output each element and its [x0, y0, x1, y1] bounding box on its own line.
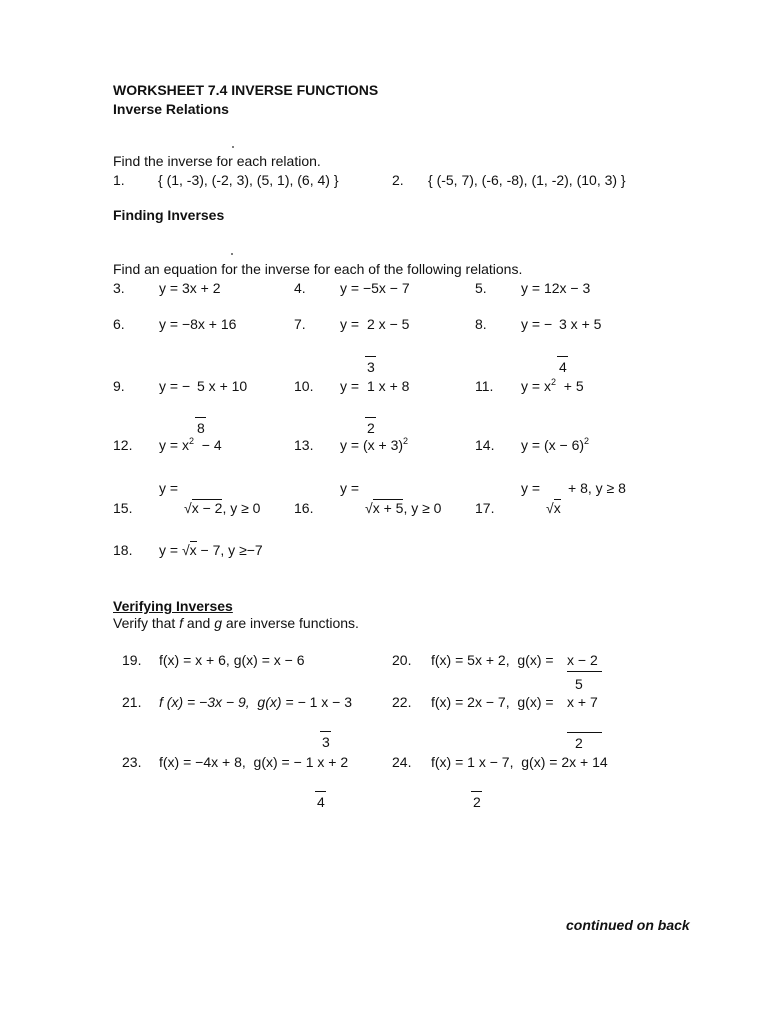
problem-number: 21. — [122, 694, 142, 710]
g-expression: 1 x − 3 — [309, 694, 352, 710]
problem-number: 19. — [122, 652, 142, 668]
fraction-bar — [365, 417, 376, 418]
function-pair — [159, 694, 352, 710]
problem-number: 12. — [113, 437, 133, 453]
problem-number: 15. — [113, 500, 133, 516]
section-heading-inverse-relations: Inverse Relations — [113, 101, 229, 117]
problem-number: 22. — [392, 694, 412, 710]
equation-base: y = x — [521, 378, 551, 394]
instruction-part: Verify that — [113, 615, 180, 631]
equation-rhs: 5 x + 10 — [197, 378, 248, 394]
function-pair: f(x) = 2x − 7, g(x) = — [431, 694, 554, 710]
fraction-bar — [320, 731, 331, 732]
radical-expression: √x — [546, 500, 561, 516]
relation-set: { (-5, 7), (-6, -8), (1, -2), (10, 3) } — [428, 172, 626, 188]
condition: , y ≥ 0 — [222, 500, 261, 516]
fraction-bar — [557, 356, 568, 357]
problem-number: 2. — [392, 172, 404, 188]
instruction-part: and — [183, 615, 215, 631]
equation-base: y = x — [159, 437, 189, 453]
equation-lhs: y = — [521, 480, 541, 496]
problem-number: 6. — [113, 316, 125, 332]
equation-rhs: 3 x + 5 — [559, 316, 602, 332]
denominator: 4 — [317, 794, 325, 810]
instruction-inverse-relation: Find the inverse for each relation. — [113, 153, 321, 169]
problem-number: 14. — [475, 437, 495, 453]
equation-lhs: y = − — [159, 378, 191, 394]
radicand: x − 2 — [191, 500, 223, 516]
function-g: g — [214, 615, 222, 631]
equation-lhs: y = — [340, 480, 360, 496]
problem-number: 17. — [475, 500, 495, 516]
g-expression: 1 x − 7, g(x) = 2x + 14 — [467, 754, 608, 770]
function-pair: f(x) = x + 6, g(x) = x − 6 — [159, 652, 305, 668]
section-heading-finding-inverses: Finding Inverses — [113, 207, 225, 223]
problem-number: 23. — [122, 754, 142, 770]
equation-tail: − 4 — [193, 437, 222, 453]
problem-number: 13. — [294, 437, 314, 453]
function-f: f — [179, 615, 184, 631]
condition: − 7, y ≥−7 — [196, 542, 263, 558]
equation: y = −5x − 7 — [340, 280, 410, 296]
denominator: 3 — [367, 359, 375, 375]
equation-rhs: 2 x − 5 — [367, 316, 410, 332]
equation: y = −8x + 16 — [159, 316, 237, 332]
numerator: x + 7 — [567, 694, 598, 710]
function-pair — [159, 754, 348, 770]
function-pair: f(x) = 5x + 2, g(x) = — [431, 652, 554, 668]
stray-mark — [232, 146, 234, 148]
f-expression: f(x) = — [431, 754, 464, 770]
fraction-bar — [567, 671, 602, 672]
fraction-bar — [567, 732, 602, 733]
fraction-bar — [365, 356, 376, 357]
problem-number: 3. — [113, 280, 125, 296]
exponent: 2 — [550, 377, 556, 387]
denominator: 8 — [197, 420, 205, 436]
section-heading-verifying-inverses: Verifying Inverses — [113, 598, 233, 614]
instruction-finding-inverses: Find an equation for the inverse for each of the following relations. — [113, 261, 523, 277]
fraction-bar — [471, 791, 482, 792]
radical-expression: √x − 2, y ≥ 0 — [184, 500, 261, 516]
equation: y = √x − 7, y ≥−7 — [159, 542, 263, 558]
equation — [521, 437, 589, 455]
equation — [340, 437, 408, 455]
problem-number: 20. — [392, 652, 412, 668]
problem-number: 8. — [475, 316, 487, 332]
denominator: 3 — [322, 734, 330, 750]
f-expression: f(x) = −4x + 8, g(x) = − — [159, 754, 302, 770]
denominator: 2 — [575, 735, 583, 751]
denominator: 4 — [559, 359, 567, 375]
equation — [159, 437, 222, 455]
numerator: x − 2 — [567, 652, 598, 668]
radicand: x — [553, 500, 561, 516]
equation-lhs: y = — [159, 542, 179, 558]
equation-lhs: y = — [159, 480, 179, 496]
instruction-part: are inverse functions. — [221, 615, 359, 631]
worksheet-title: WORKSHEET 7.4 INVERSE FUNCTIONS — [113, 82, 379, 98]
denominator: 2 — [367, 420, 375, 436]
problem-number: 9. — [113, 378, 125, 394]
continued-on-back-note: continued on back — [566, 917, 690, 933]
exponent: 2 — [403, 436, 409, 446]
exponent: 2 — [584, 436, 590, 446]
radicand: x — [189, 542, 197, 558]
equation-lhs: y = — [340, 316, 360, 332]
problem-number: 1. — [113, 172, 125, 188]
problem-number: 16. — [294, 500, 314, 516]
equation-base: y = (x − 6) — [521, 437, 585, 453]
condition: , y ≥ 0 — [403, 500, 442, 516]
problem-number: 18. — [113, 542, 133, 558]
fraction-bar — [195, 417, 206, 418]
fraction-bar — [315, 791, 326, 792]
problem-number: 7. — [294, 316, 306, 332]
equation-lhs: y = − — [521, 316, 553, 332]
problem-number: 5. — [475, 280, 487, 296]
problem-number: 11. — [475, 378, 494, 394]
equation-tail: + 5 — [555, 378, 584, 394]
equation: y = 12x − 3 — [521, 280, 591, 296]
function-pair — [431, 754, 608, 770]
problem-number: 24. — [392, 754, 412, 770]
radical-expression: √x + 5, y ≥ 0 — [365, 500, 442, 516]
equation-tail: + 8, y ≥ 8 — [568, 480, 626, 496]
equation-base: y = (x + 3) — [340, 437, 404, 453]
f-expression: f (x) = −3x − 9, g(x) = − — [159, 694, 306, 710]
stray-mark — [231, 253, 233, 255]
problem-number: 4. — [294, 280, 306, 296]
exponent: 2 — [188, 436, 194, 446]
equation-lhs: y = — [340, 378, 360, 394]
relation-set: { (1, -3), (-2, 3), (5, 1), (6, 4) } — [158, 172, 339, 188]
denominator: 5 — [575, 676, 583, 692]
equation-rhs: 1 x + 8 — [367, 378, 410, 394]
problem-number: 10. — [294, 378, 314, 394]
denominator: 2 — [473, 794, 481, 810]
equation: y = 3x + 2 — [159, 280, 221, 296]
g-expression: 1 x + 2 — [305, 754, 349, 770]
instruction-verify — [113, 615, 359, 631]
radicand: x + 5 — [372, 500, 404, 516]
equation — [521, 378, 584, 396]
